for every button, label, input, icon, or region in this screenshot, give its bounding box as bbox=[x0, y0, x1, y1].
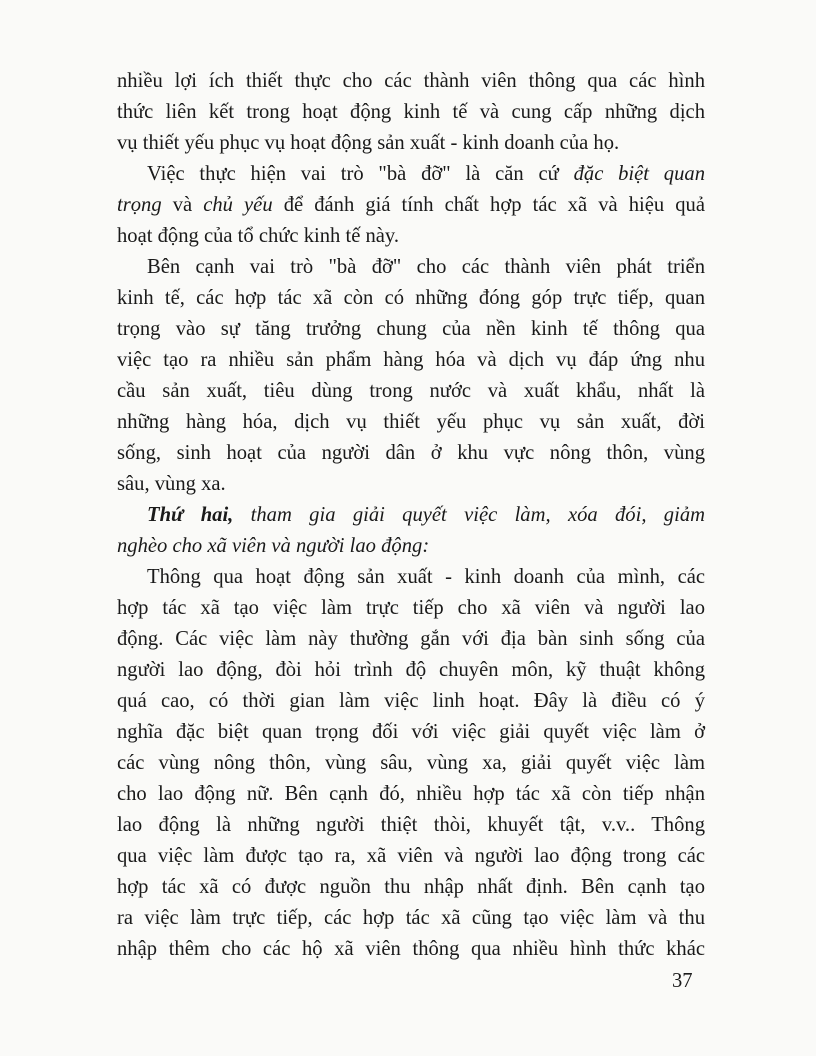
text-line: cầu sản xuất, tiêu dùng trong nước và xuất khẩu, nhất là bbox=[117, 380, 705, 402]
text-line: trọng vào sự tăng trưởng chung của nền kinh tế thông qua bbox=[117, 318, 705, 340]
text-line: các vùng nông thôn, vùng sâu, vùng xa, giải quyết việc làm bbox=[117, 752, 705, 774]
text-line: sống, sinh hoạt của người dân ở khu vực nông thôn, vùng bbox=[117, 442, 705, 464]
text-line: qua việc làm được tạo ra, xã viên và người lao động trong các bbox=[117, 845, 705, 867]
text-line: người lao động, đòi hỏi trình độ chuyên môn, kỹ thuật không bbox=[117, 659, 705, 681]
text-line: quá cao, có thời gian làm việc linh hoạt. Đây là điều có ý bbox=[117, 690, 705, 712]
emphasis: trọng bbox=[117, 194, 162, 216]
page-number: 37 bbox=[672, 970, 693, 992]
text-line: nhiều lợi ích thiết thực cho các thành viên thông qua các hình bbox=[117, 70, 705, 92]
text-line: trọng và chủ yếu để đánh giá tính chất hợp tác xã và hiệu quả bbox=[117, 194, 705, 216]
text-line: sâu, vùng xa. bbox=[117, 473, 226, 495]
section-heading: nghèo cho xã viên và người lao động: bbox=[117, 535, 430, 557]
text-line: hoạt động của tổ chức kinh tế này. bbox=[117, 225, 400, 247]
text-line: việc tạo ra nhiều sản phẩm hàng hóa và dịch vụ đáp ứng nhu bbox=[117, 349, 705, 371]
text-line: Bên cạnh vai trò "bà đỡ" cho các thành viên phát triển bbox=[147, 256, 705, 278]
text-line: động. Các việc làm này thường gắn với địa bàn sinh sống của bbox=[117, 628, 705, 650]
text-line: kinh tế, các hợp tác xã còn có những đóng góp trực tiếp, quan bbox=[117, 287, 705, 309]
text-line: hợp tác xã tạo việc làm trực tiếp cho xã viên và người lao bbox=[117, 597, 705, 619]
text-line: những hàng hóa, dịch vụ thiết yếu phục vụ sản xuất, đời bbox=[117, 411, 705, 433]
text-line: vụ thiết yếu phục vụ hoạt động sản xuất - kinh doanh của họ. bbox=[117, 132, 620, 154]
text-line: thức liên kết trong hoạt động kinh tế và cung cấp những dịch bbox=[117, 101, 705, 123]
text-line: Việc thực hiện vai trò "bà đỡ" là căn cứ đặc biệt quan bbox=[147, 163, 705, 185]
text-line: nghĩa đặc biệt quan trọng đối với việc giải quyết việc làm ở bbox=[117, 721, 705, 743]
text-line: hợp tác xã có được nguồn thu nhập nhất định. Bên cạnh tạo bbox=[117, 876, 705, 898]
section-heading: Thứ hai, tham gia giải quyết việc làm, xóa đói, giảm bbox=[147, 504, 705, 526]
text-line: cho lao động nữ. Bên cạnh đó, nhiều hợp tác xã còn tiếp nhận bbox=[117, 783, 705, 805]
body-text bbox=[117, 66, 705, 965]
text-line: Thông qua hoạt động sản xuất - kinh doanh của mình, các bbox=[147, 566, 705, 588]
text-line: ra việc làm trực tiếp, các hợp tác xã cũng tạo việc làm và thu bbox=[117, 907, 705, 929]
text-line: lao động là những người thiệt thòi, khuyết tật, v.v.. Thông bbox=[117, 814, 705, 836]
emphasis: chủ yếu bbox=[203, 194, 273, 216]
heading-lead: Thứ hai, bbox=[147, 504, 234, 526]
emphasis: đặc biệt quan bbox=[573, 163, 705, 185]
text-line: nhập thêm cho các hộ xã viên thông qua nhiều hình thức khác bbox=[117, 938, 705, 960]
